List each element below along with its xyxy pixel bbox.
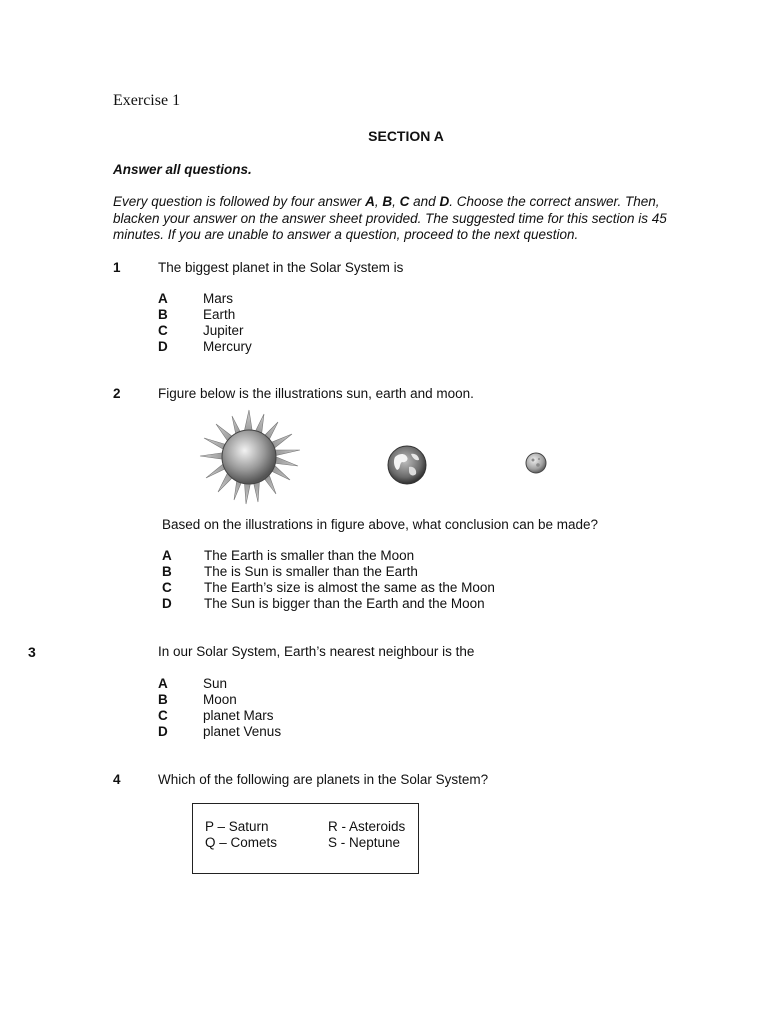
instructions-text: Every question is followed by four answer: [113, 194, 366, 209]
instructions-separator: ,: [392, 194, 400, 209]
sun-icon: [196, 408, 302, 506]
option-a-emphasis: A: [365, 194, 375, 209]
option-letter: C: [162, 580, 172, 595]
option-text: Sun: [203, 676, 228, 691]
box-item: S - Neptune: [328, 835, 401, 850]
question-text: The biggest planet in the Solar System is: [158, 260, 404, 275]
option-letter: A: [158, 676, 168, 691]
earth-icon: [385, 445, 429, 485]
question-number: 4: [113, 772, 121, 787]
exercise-title: Exercise 1: [113, 92, 181, 109]
box-item: P – Saturn: [205, 819, 269, 834]
option-text: The Earth is smaller than the Moon: [204, 548, 415, 563]
instructions-and: and: [409, 194, 440, 209]
box-item: R - Asteroids: [328, 819, 406, 834]
option-letter: D: [162, 596, 172, 611]
option-text: Mars: [203, 291, 233, 306]
moon-icon: [524, 451, 548, 475]
option-d-emphasis: D: [439, 194, 450, 209]
option-letter: C: [158, 323, 168, 338]
instructions-separator: ,: [374, 194, 383, 209]
question-number: 1: [113, 260, 121, 275]
option-text: The Earth’s size is almost the same as the Moon: [204, 580, 495, 595]
question-number: 3: [28, 644, 36, 660]
option-text: planet Mars: [203, 708, 274, 723]
option-text: Jupiter: [203, 323, 244, 338]
option-letter: C: [158, 708, 168, 723]
option-c-emphasis: C: [399, 194, 410, 209]
option-letter: D: [158, 724, 168, 739]
instructions-text: . Choose the correct answer. Then, blacken your answer on the answer sheet provided. The suggested time for this section is 45 minutes. If you are unable to answer a question, proceed to the next question.: [113, 194, 667, 242]
option-text: Mercury: [203, 339, 252, 354]
option-letter: B: [158, 692, 168, 707]
question-text: In our Solar System, Earth’s nearest neighbour is the: [158, 644, 475, 659]
option-text: The is Sun is smaller than the Earth: [204, 564, 418, 579]
question-followup: Based on the illustrations in figure above, what conclusion can be made?: [162, 517, 599, 532]
option-letter: A: [162, 548, 172, 563]
question-text: Which of the following are planets in the Solar System?: [158, 772, 489, 787]
option-letter: B: [162, 564, 172, 579]
option-letter: A: [158, 291, 168, 306]
answer-all-heading: Answer all questions.: [113, 162, 252, 177]
option-text: Earth: [203, 307, 236, 322]
option-letter: D: [158, 339, 168, 354]
option-text: planet Venus: [203, 724, 282, 739]
question-number: 2: [113, 386, 121, 401]
option-b-emphasis: B: [382, 194, 393, 209]
section-title: SECTION A: [368, 128, 444, 144]
option-letter: B: [158, 307, 168, 322]
question-text: Figure below is the illustrations sun, earth and moon.: [158, 386, 474, 401]
box-item: Q – Comets: [205, 835, 278, 850]
instructions-paragraph: [113, 194, 693, 244]
option-text: Moon: [203, 692, 237, 707]
option-text: The Sun is bigger than the Earth and the Moon: [204, 596, 485, 611]
